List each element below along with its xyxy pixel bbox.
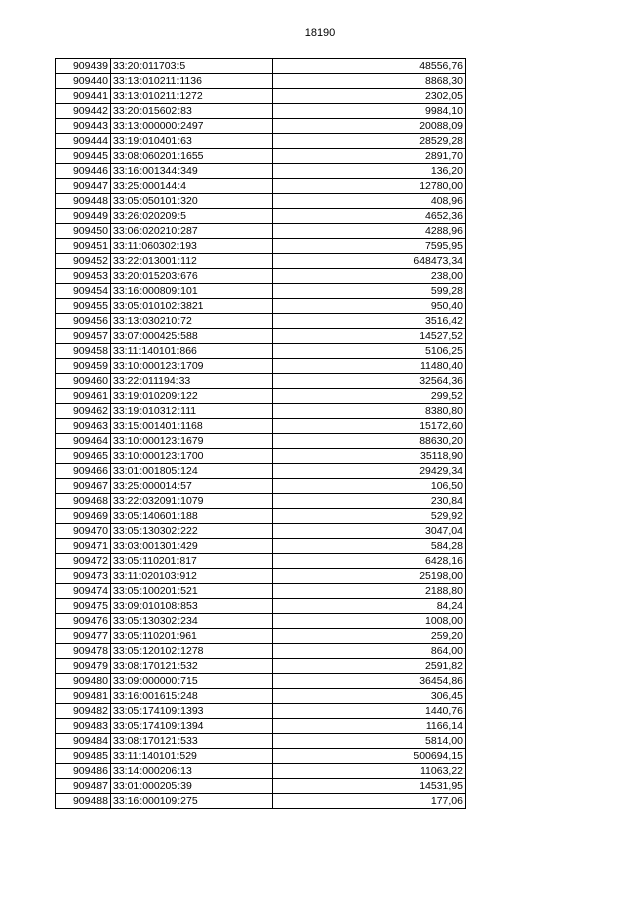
value-cell: 9984,10 <box>273 104 466 119</box>
cadastral-number-cell: 33:01:000205:39 <box>111 779 273 794</box>
row-id-cell: 909481 <box>56 689 111 704</box>
cadastral-number-cell: 33:05:110201:961 <box>111 629 273 644</box>
value-cell: 529,92 <box>273 509 466 524</box>
table-row <box>56 779 466 794</box>
cadastral-number-cell: 33:05:140601:188 <box>111 509 273 524</box>
value-cell: 6428,16 <box>273 554 466 569</box>
table-row <box>56 224 466 239</box>
cadastral-number-cell: 33:05:110201:817 <box>111 554 273 569</box>
cadastral-number-cell: 33:07:000425:588 <box>111 329 273 344</box>
value-cell: 864,00 <box>273 644 466 659</box>
table-row <box>56 239 466 254</box>
row-id-cell: 909459 <box>56 359 111 374</box>
value-cell: 25198,00 <box>273 569 466 584</box>
table-row <box>56 344 466 359</box>
cadastral-number-cell: 33:16:000109:275 <box>111 794 273 809</box>
data-table <box>55 58 466 809</box>
row-id-cell: 909471 <box>56 539 111 554</box>
table-row <box>56 794 466 809</box>
value-cell: 29429,34 <box>273 464 466 479</box>
cadastral-number-cell: 33:13:030210:72 <box>111 314 273 329</box>
cadastral-number-cell: 33:05:050101:320 <box>111 194 273 209</box>
table-row <box>56 644 466 659</box>
row-id-cell: 909480 <box>56 674 111 689</box>
cadastral-number-cell: 33:26:020209:5 <box>111 209 273 224</box>
table-row <box>56 74 466 89</box>
value-cell: 4652,36 <box>273 209 466 224</box>
value-cell: 4288,96 <box>273 224 466 239</box>
table-row <box>56 629 466 644</box>
cadastral-number-cell: 33:11:140101:529 <box>111 749 273 764</box>
row-id-cell: 909469 <box>56 509 111 524</box>
table-row <box>56 494 466 509</box>
cadastral-number-cell: 33:19:010312:111 <box>111 404 273 419</box>
table-row <box>56 434 466 449</box>
cadastral-number-cell: 33:14:000206:13 <box>111 764 273 779</box>
value-cell: 3047,04 <box>273 524 466 539</box>
row-id-cell: 909444 <box>56 134 111 149</box>
table-row <box>56 374 466 389</box>
table-row <box>56 674 466 689</box>
table-row <box>56 539 466 554</box>
table-row <box>56 179 466 194</box>
cadastral-number-cell: 33:09:010108:853 <box>111 599 273 614</box>
value-cell: 14531,95 <box>273 779 466 794</box>
value-cell: 35118,90 <box>273 449 466 464</box>
value-cell: 5814,00 <box>273 734 466 749</box>
value-cell: 2302,05 <box>273 89 466 104</box>
cadastral-number-cell: 33:20:011703:5 <box>111 59 273 74</box>
row-id-cell: 909447 <box>56 179 111 194</box>
cadastral-number-cell: 33:16:000809:101 <box>111 284 273 299</box>
value-cell: 12780,00 <box>273 179 466 194</box>
table-row <box>56 509 466 524</box>
table-body <box>56 59 466 809</box>
row-id-cell: 909440 <box>56 74 111 89</box>
cadastral-number-cell: 33:10:000123:1709 <box>111 359 273 374</box>
row-id-cell: 909487 <box>56 779 111 794</box>
table-row <box>56 389 466 404</box>
cadastral-number-cell: 33:08:170121:532 <box>111 659 273 674</box>
row-id-cell: 909443 <box>56 119 111 134</box>
table-row <box>56 524 466 539</box>
value-cell: 20088,09 <box>273 119 466 134</box>
value-cell: 1440,76 <box>273 704 466 719</box>
table-row <box>56 479 466 494</box>
cadastral-number-cell: 33:22:032091:1079 <box>111 494 273 509</box>
value-cell: 84,24 <box>273 599 466 614</box>
table-row <box>56 464 466 479</box>
value-cell: 2891,70 <box>273 149 466 164</box>
table-row <box>56 419 466 434</box>
page-number: 18190 <box>304 27 336 39</box>
value-cell: 500694,15 <box>273 749 466 764</box>
row-id-cell: 909488 <box>56 794 111 809</box>
row-id-cell: 909476 <box>56 614 111 629</box>
table-row <box>56 194 466 209</box>
value-cell: 5106,25 <box>273 344 466 359</box>
value-cell: 408,96 <box>273 194 466 209</box>
cadastral-number-cell: 33:05:100201:521 <box>111 584 273 599</box>
row-id-cell: 909458 <box>56 344 111 359</box>
cadastral-number-cell: 33:10:000123:1700 <box>111 449 273 464</box>
value-cell: 3516,42 <box>273 314 466 329</box>
row-id-cell: 909449 <box>56 209 111 224</box>
row-id-cell: 909461 <box>56 389 111 404</box>
row-id-cell: 909482 <box>56 704 111 719</box>
value-cell: 584,28 <box>273 539 466 554</box>
cadastral-number-cell: 33:09:000000:715 <box>111 674 273 689</box>
cadastral-number-cell: 33:13:000000:2497 <box>111 119 273 134</box>
table-row <box>56 119 466 134</box>
row-id-cell: 909479 <box>56 659 111 674</box>
table-row <box>56 449 466 464</box>
value-cell: 48556,76 <box>273 59 466 74</box>
cadastral-number-cell: 33:15:001401:1168 <box>111 419 273 434</box>
table-row <box>56 284 466 299</box>
cadastral-number-cell: 33:11:060302:193 <box>111 239 273 254</box>
table-row <box>56 659 466 674</box>
cadastral-number-cell: 33:06:020210:287 <box>111 224 273 239</box>
value-cell: 648473,34 <box>273 254 466 269</box>
cadastral-number-cell: 33:25:000144:4 <box>111 179 273 194</box>
row-id-cell: 909450 <box>56 224 111 239</box>
value-cell: 36454,86 <box>273 674 466 689</box>
table-row <box>56 254 466 269</box>
value-cell: 8380,80 <box>273 404 466 419</box>
table-row <box>56 599 466 614</box>
row-id-cell: 909486 <box>56 764 111 779</box>
cadastral-number-cell: 33:01:001805:124 <box>111 464 273 479</box>
row-id-cell: 909484 <box>56 734 111 749</box>
row-id-cell: 909483 <box>56 719 111 734</box>
table-row <box>56 89 466 104</box>
table-row <box>56 614 466 629</box>
table-row <box>56 314 466 329</box>
table-row <box>56 704 466 719</box>
value-cell: 306,45 <box>273 689 466 704</box>
row-id-cell: 909472 <box>56 554 111 569</box>
cadastral-number-cell: 33:20:015602:83 <box>111 104 273 119</box>
cadastral-number-cell: 33:13:010211:1272 <box>111 89 273 104</box>
table-row <box>56 59 466 74</box>
cadastral-number-cell: 33:13:010211:1136 <box>111 74 273 89</box>
table-row <box>56 764 466 779</box>
row-id-cell: 909463 <box>56 419 111 434</box>
table-row <box>56 104 466 119</box>
cadastral-number-cell: 33:19:010209:122 <box>111 389 273 404</box>
value-cell: 1166,14 <box>273 719 466 734</box>
table-row <box>56 269 466 284</box>
row-id-cell: 909468 <box>56 494 111 509</box>
row-id-cell: 909466 <box>56 464 111 479</box>
table-row <box>56 164 466 179</box>
cadastral-number-cell: 33:20:015203:676 <box>111 269 273 284</box>
cadastral-number-cell: 33:11:020103:912 <box>111 569 273 584</box>
value-cell: 2188,80 <box>273 584 466 599</box>
cadastral-number-cell: 33:25:000014:57 <box>111 479 273 494</box>
row-id-cell: 909462 <box>56 404 111 419</box>
row-id-cell: 909473 <box>56 569 111 584</box>
value-cell: 28529,28 <box>273 134 466 149</box>
row-id-cell: 909445 <box>56 149 111 164</box>
row-id-cell: 909478 <box>56 644 111 659</box>
table-row <box>56 209 466 224</box>
value-cell: 2591,82 <box>273 659 466 674</box>
value-cell: 230,84 <box>273 494 466 509</box>
cadastral-number-cell: 33:19:010401:63 <box>111 134 273 149</box>
cadastral-number-cell: 33:05:130302:234 <box>111 614 273 629</box>
value-cell: 32564,36 <box>273 374 466 389</box>
cadastral-number-cell: 33:05:174109:1394 <box>111 719 273 734</box>
row-id-cell: 909457 <box>56 329 111 344</box>
row-id-cell: 909454 <box>56 284 111 299</box>
row-id-cell: 909451 <box>56 239 111 254</box>
table-row <box>56 689 466 704</box>
value-cell: 7595,95 <box>273 239 466 254</box>
table-row <box>56 149 466 164</box>
row-id-cell: 909470 <box>56 524 111 539</box>
value-cell: 88630,20 <box>273 434 466 449</box>
value-cell: 136,20 <box>273 164 466 179</box>
table-row <box>56 404 466 419</box>
value-cell: 299,52 <box>273 389 466 404</box>
row-id-cell: 909467 <box>56 479 111 494</box>
row-id-cell: 909442 <box>56 104 111 119</box>
value-cell: 950,40 <box>273 299 466 314</box>
row-id-cell: 909453 <box>56 269 111 284</box>
cadastral-number-cell: 33:05:174109:1393 <box>111 704 273 719</box>
cadastral-number-cell: 33:05:010102:3821 <box>111 299 273 314</box>
table-row <box>56 569 466 584</box>
value-cell: 8868,30 <box>273 74 466 89</box>
table-row <box>56 554 466 569</box>
cadastral-number-cell: 33:03:001301:429 <box>111 539 273 554</box>
row-id-cell: 909448 <box>56 194 111 209</box>
row-id-cell: 909446 <box>56 164 111 179</box>
value-cell: 238,00 <box>273 269 466 284</box>
value-cell: 14527,52 <box>273 329 466 344</box>
row-id-cell: 909460 <box>56 374 111 389</box>
row-id-cell: 909452 <box>56 254 111 269</box>
table-row <box>56 734 466 749</box>
cadastral-number-cell: 33:22:011194:33 <box>111 374 273 389</box>
cadastral-number-cell: 33:05:120102:1278 <box>111 644 273 659</box>
cadastral-number-cell: 33:22:013001:112 <box>111 254 273 269</box>
row-id-cell: 909465 <box>56 449 111 464</box>
table-row <box>56 584 466 599</box>
value-cell: 106,50 <box>273 479 466 494</box>
table-row <box>56 329 466 344</box>
cadastral-number-cell: 33:08:060201:1655 <box>111 149 273 164</box>
cadastral-number-cell: 33:16:001615:248 <box>111 689 273 704</box>
row-id-cell: 909441 <box>56 89 111 104</box>
row-id-cell: 909464 <box>56 434 111 449</box>
table-row <box>56 359 466 374</box>
table-row <box>56 134 466 149</box>
value-cell: 15172,60 <box>273 419 466 434</box>
cadastral-number-cell: 33:05:130302:222 <box>111 524 273 539</box>
cadastral-number-cell: 33:16:001344:349 <box>111 164 273 179</box>
table-row <box>56 299 466 314</box>
cadastral-number-cell: 33:08:170121:533 <box>111 734 273 749</box>
value-cell: 259,20 <box>273 629 466 644</box>
value-cell: 1008,00 <box>273 614 466 629</box>
row-id-cell: 909485 <box>56 749 111 764</box>
cadastral-number-cell: 33:11:140101:866 <box>111 344 273 359</box>
value-cell: 177,06 <box>273 794 466 809</box>
row-id-cell: 909474 <box>56 584 111 599</box>
row-id-cell: 909475 <box>56 599 111 614</box>
row-id-cell: 909455 <box>56 299 111 314</box>
table-row <box>56 749 466 764</box>
value-cell: 11063,22 <box>273 764 466 779</box>
cadastral-number-cell: 33:10:000123:1679 <box>111 434 273 449</box>
value-cell: 599,28 <box>273 284 466 299</box>
table-row <box>56 719 466 734</box>
row-id-cell: 909439 <box>56 59 111 74</box>
row-id-cell: 909477 <box>56 629 111 644</box>
value-cell: 11480,40 <box>273 359 466 374</box>
row-id-cell: 909456 <box>56 314 111 329</box>
